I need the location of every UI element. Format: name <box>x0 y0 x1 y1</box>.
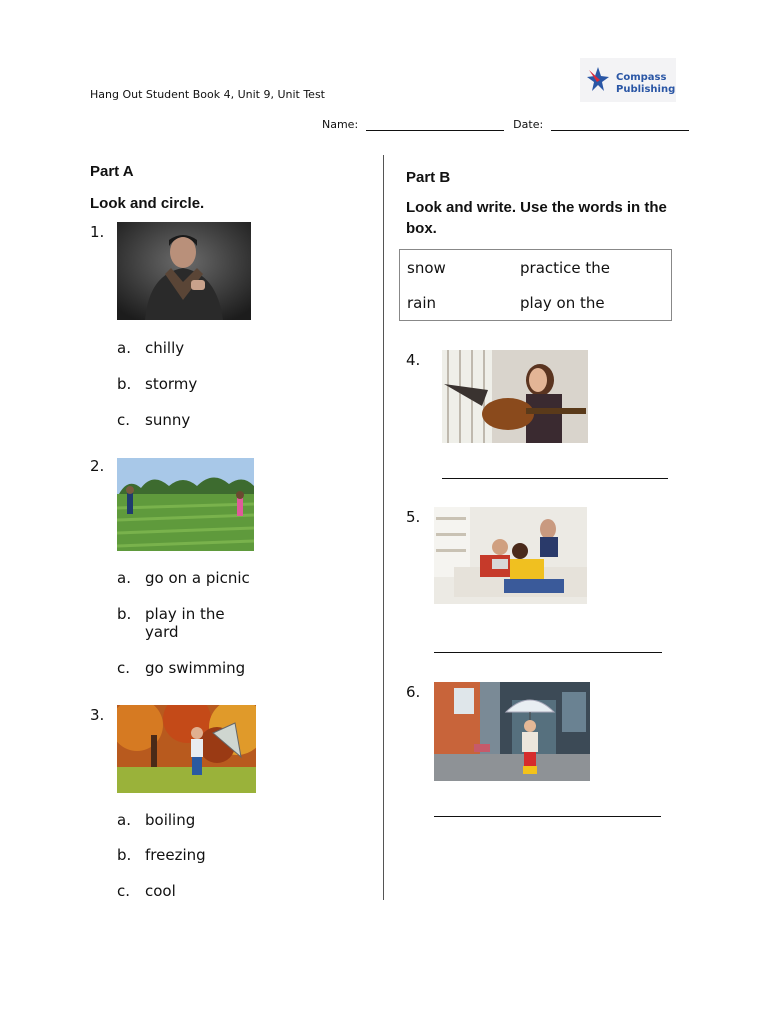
option-1c[interactable] <box>117 411 190 429</box>
logo-text-publishing: Publishing <box>616 84 676 95</box>
family-on-sofa-photo <box>434 507 587 604</box>
option-letter: b. <box>117 605 132 623</box>
option-letter: a. <box>117 569 131 587</box>
name-field[interactable] <box>366 118 504 131</box>
logo-text-compass: Compass <box>616 72 667 83</box>
question-number: 5. <box>406 508 421 526</box>
option-text: freezing <box>145 846 206 864</box>
part-a-heading: Part A <box>90 163 134 180</box>
question-number: 4. <box>406 351 421 369</box>
part-a-instruction: Look and circle. <box>90 195 205 212</box>
answer-line-5[interactable] <box>434 652 662 653</box>
option-text: boiling <box>145 811 196 829</box>
man-in-scarf-photo <box>117 222 251 320</box>
word-box-item: rain <box>407 294 437 312</box>
option-3a[interactable] <box>117 811 195 829</box>
test-title: Hang Out Student Book 4, Unit 9, Unit Test <box>90 88 325 101</box>
option-letter: b. <box>117 846 132 864</box>
question-number: 2. <box>90 457 105 475</box>
option-letter: c. <box>117 411 131 429</box>
option-1a[interactable] <box>117 339 184 357</box>
option-2c[interactable] <box>117 659 245 677</box>
question-number: 1. <box>90 223 105 241</box>
name-label: Name: <box>322 118 359 131</box>
option-letter: a. <box>117 811 131 829</box>
boy-with-umbrella-autumn-photo <box>117 705 256 793</box>
word-box-item: play on the <box>520 294 605 312</box>
option-3c[interactable] <box>117 882 176 900</box>
answer-line-6[interactable] <box>434 816 661 817</box>
option-text: stormy <box>145 375 198 393</box>
word-box-item: snow <box>407 259 446 277</box>
compass-publishing-logo <box>580 58 676 102</box>
question-number: 6. <box>406 683 421 701</box>
option-letter: b. <box>117 375 132 393</box>
name-date-row <box>322 118 689 131</box>
option-2b[interactable] <box>117 605 245 641</box>
part-b-heading: Part B <box>406 169 451 186</box>
option-text: go swimming <box>145 659 246 677</box>
child-with-umbrella-rain-photo <box>434 682 590 781</box>
option-letter: a. <box>117 339 131 357</box>
column-divider <box>383 155 384 900</box>
option-text: sunny <box>145 411 191 429</box>
option-2a[interactable] <box>117 569 250 587</box>
word-box <box>399 249 672 321</box>
date-field[interactable] <box>551 118 689 131</box>
option-3b[interactable] <box>117 846 206 864</box>
option-letter: c. <box>117 882 131 900</box>
option-text: play in the yard <box>145 605 225 641</box>
option-text: chilly <box>145 339 185 357</box>
date-label: Date: <box>513 118 544 131</box>
word-box-item: practice the <box>520 259 611 277</box>
girl-playing-guitar-photo <box>442 350 588 443</box>
option-text: go on a picnic <box>145 569 250 587</box>
option-letter: c. <box>117 659 131 677</box>
option-1b[interactable] <box>117 375 197 393</box>
answer-line-4[interactable] <box>442 478 668 479</box>
compass-star-icon <box>586 66 610 92</box>
option-text: cool <box>145 882 176 900</box>
part-b-instruction: Look and write. Use the words in the box. <box>406 199 667 237</box>
question-number: 3. <box>90 706 105 724</box>
kids-in-grass-yard-photo <box>117 458 254 551</box>
